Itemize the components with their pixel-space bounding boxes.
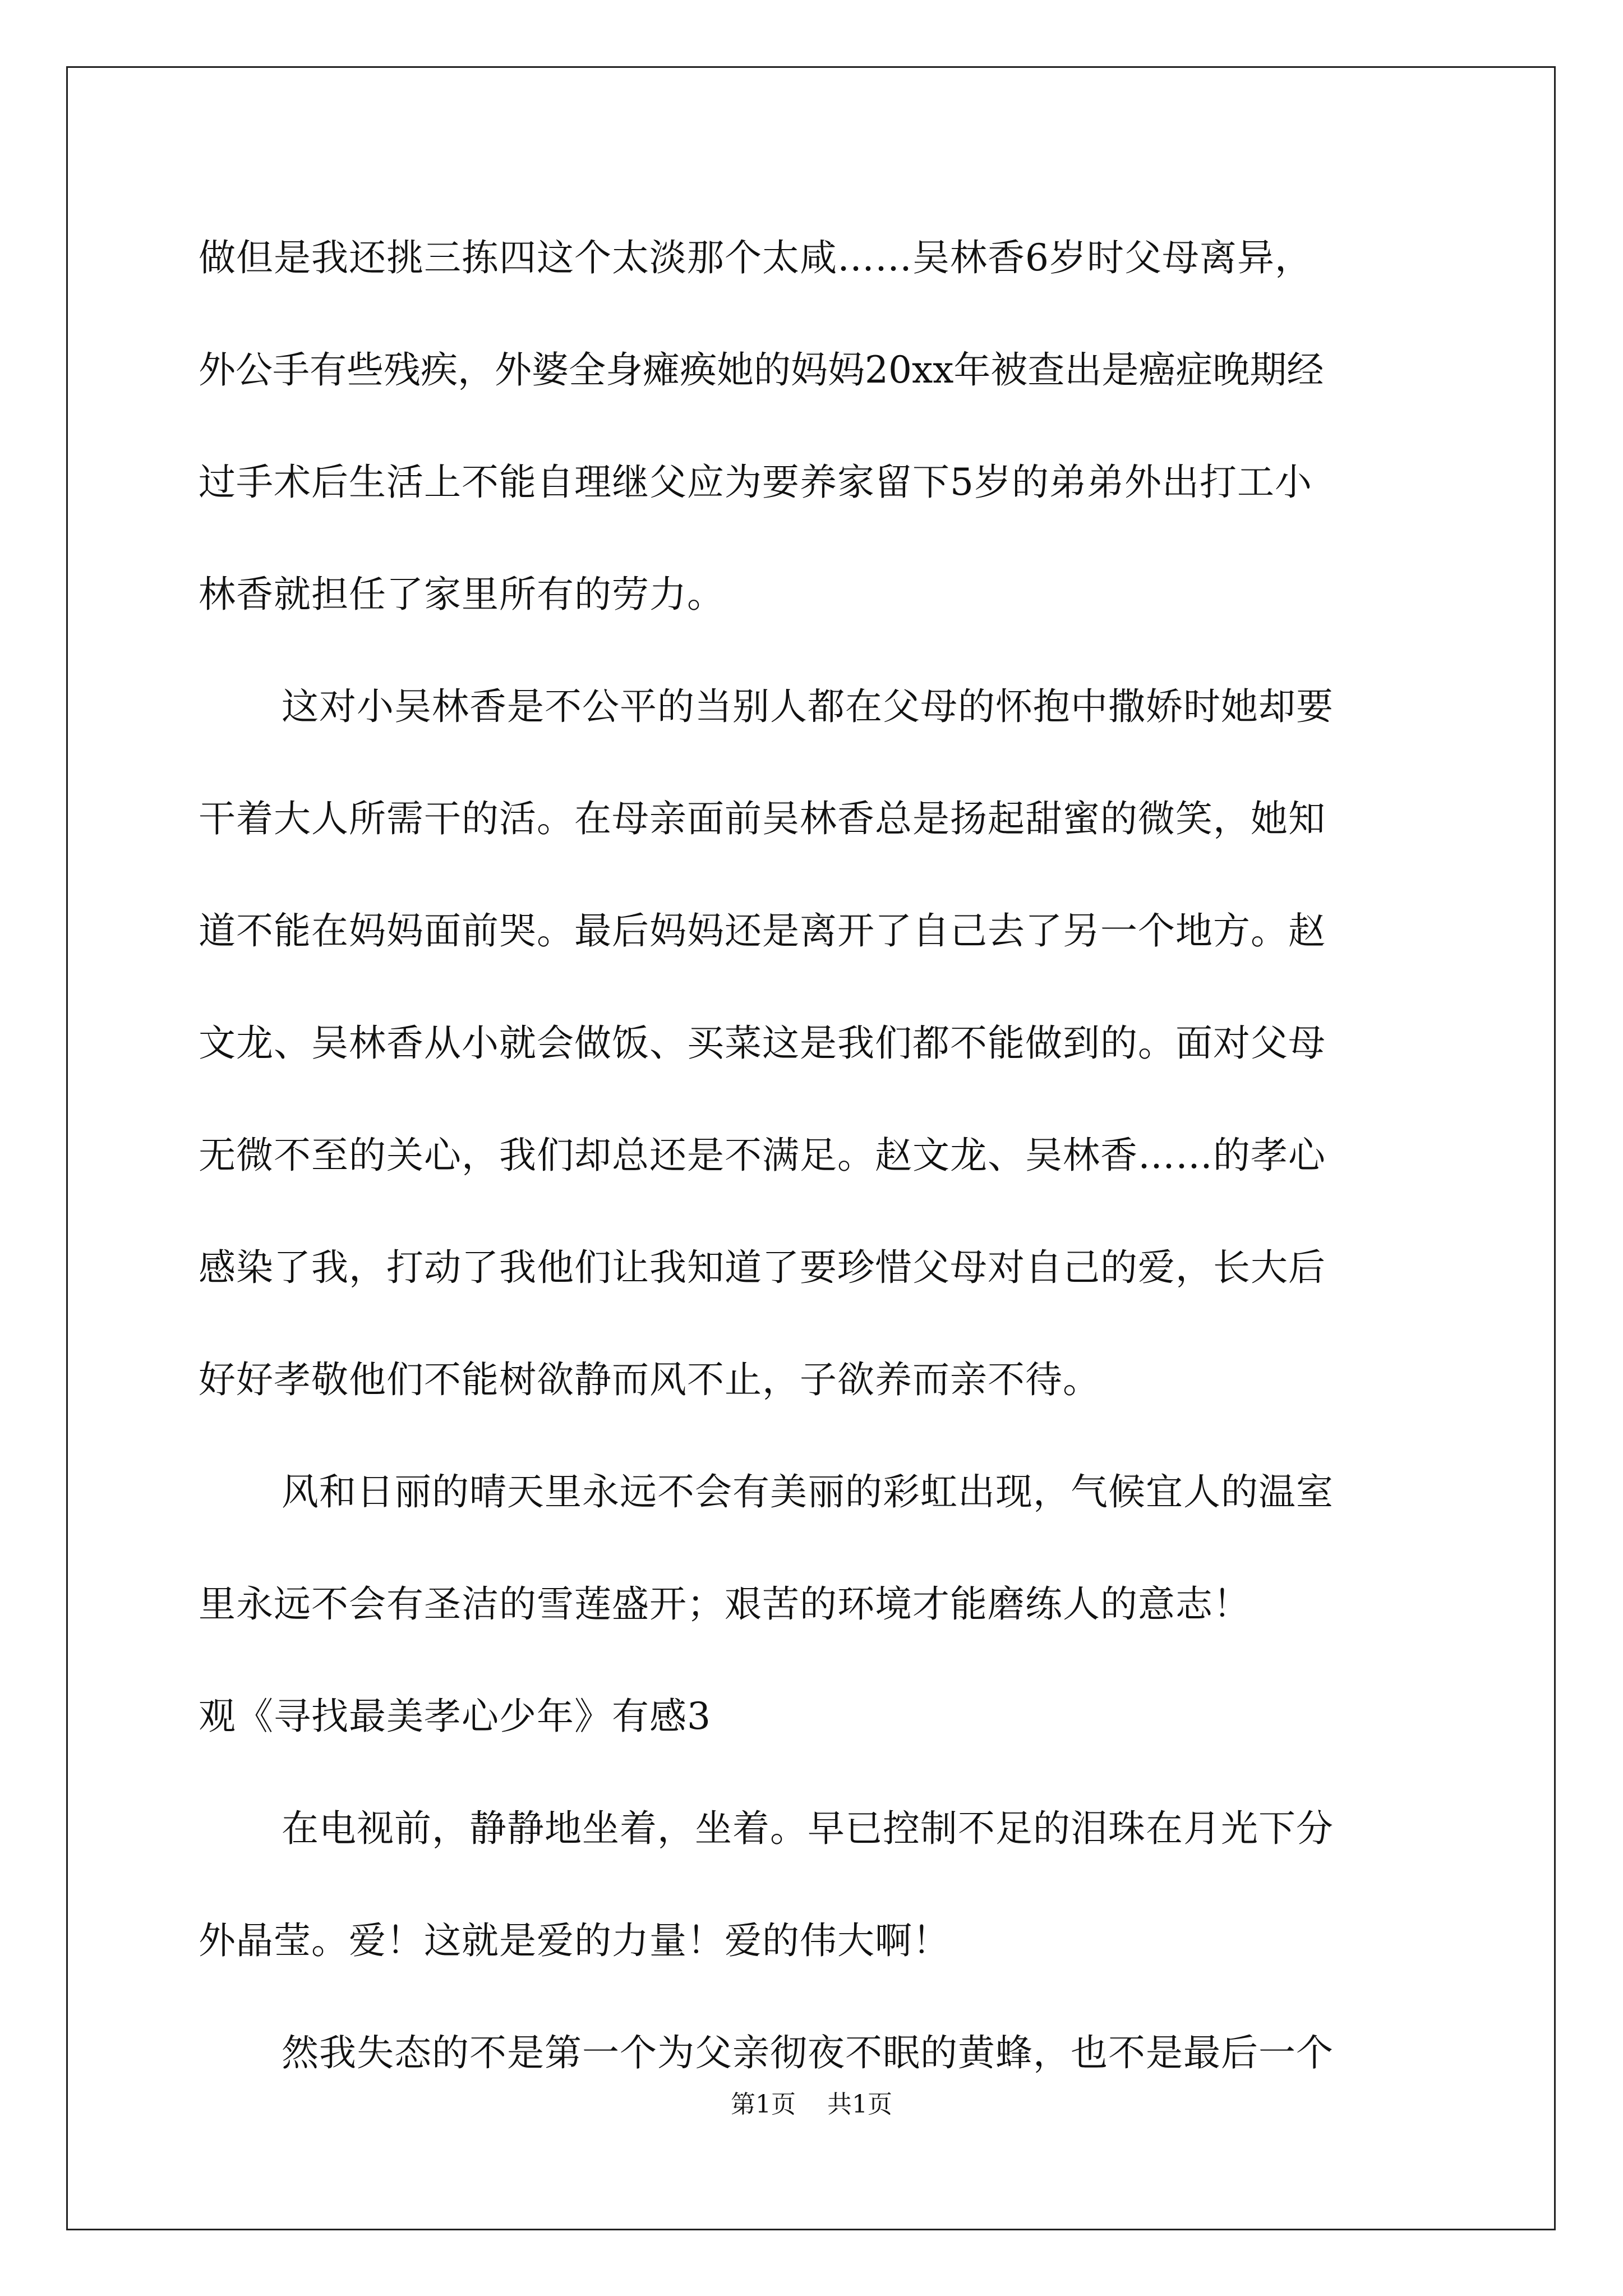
- paragraph-line: 做但是我还挑三拣四这个太淡那个太咸……吴林香6岁时父母离异，: [199, 236, 1312, 279]
- document-body: [199, 202, 1432, 2109]
- paragraph-first-line: 这对小吴林香是不公平的当别人都在父母的怀抱中撒娇时她却要: [282, 685, 1334, 728]
- page-number: 第1页: [731, 2090, 796, 2119]
- page-total: 共1页: [827, 2090, 892, 2119]
- paragraph-line: 无微不至的关心，我们却总还是不满足。赵文龙、吴林香……的孝心: [199, 1134, 1326, 1177]
- section-heading: 观《寻找最美孝心少年》有感3: [199, 1695, 711, 1738]
- paragraph-line: 外晶莹。爱！这就是爱的力量！爱的伟大啊！: [199, 1919, 950, 1962]
- paragraph-line: 外公手有些残疾，外婆全身瘫痪她的妈妈20xx年被查出是癌症晚期经: [199, 348, 1324, 392]
- paragraph-line: 里永远不会有圣洁的雪莲盛开；艰苦的环境才能磨练人的意志！: [199, 1582, 1251, 1626]
- paragraph-line: 过手术后生活上不能自理继父应为要养家留下5岁的弟弟外出打工小: [199, 461, 1312, 504]
- paragraph-line: 林香就担任了家里所有的劳力。: [199, 573, 725, 616]
- paragraph-line: 感染了我，打动了我他们让我知道了要珍惜父母对自己的爱，长大后: [199, 1246, 1326, 1289]
- paragraph-line: 道不能在妈妈面前哭。最后妈妈还是离开了自己去了另一个地方。赵: [199, 909, 1326, 953]
- paragraph-first-line: 风和日丽的晴天里永远不会有美丽的彩虹出现，气候宜人的温室: [282, 1470, 1334, 1513]
- paragraph-line: 干着大人所需干的活。在母亲面前吴林香总是扬起甜蜜的微笑，她知: [199, 797, 1326, 840]
- paragraph-line: 好好孝敬他们不能树欲静而风不止，子欲养而亲不待。: [199, 1358, 1100, 1401]
- paragraph-first-line: 在电视前，静静地坐着，坐着。早已控制不足的泪珠在月光下分: [282, 1807, 1334, 1850]
- paragraph-line: 文龙、吴林香从小就会做饭、买菜这是我们都不能做到的。面对父母: [199, 1022, 1326, 1065]
- page-footer: [0, 2088, 1623, 2122]
- paragraph-first-line: 然我失态的不是第一个为父亲彻夜不眠的黄蜂，也不是最后一个: [282, 2031, 1334, 2074]
